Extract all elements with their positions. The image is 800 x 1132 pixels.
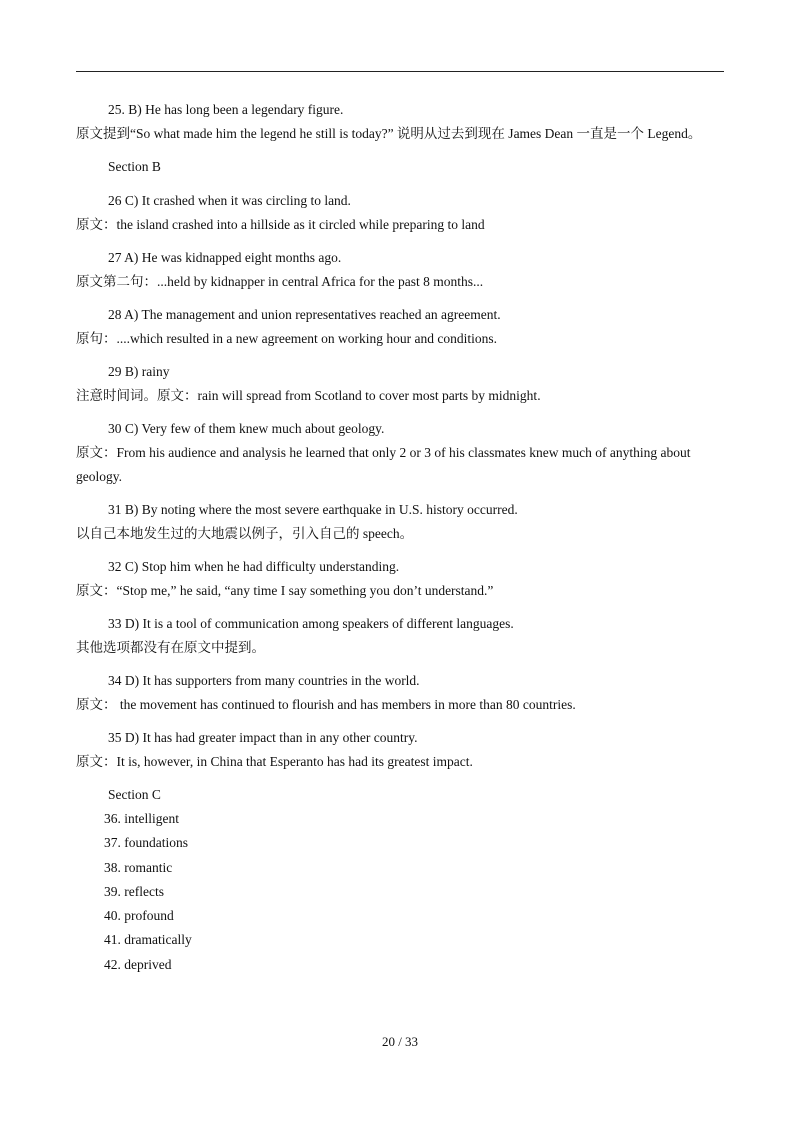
explanation-line: 原文：It is, however, in China that Esperanto has had its greatest impact. (76, 754, 473, 769)
list-item: 39. reflects (104, 883, 164, 899)
answer-line: 34 D) It has supporters from many countries in the world. (108, 673, 420, 688)
header-rule (76, 71, 724, 72)
explanation-line: 原文：From his audience and analysis he learned that only 2 or 3 of his classmates knew much of anything about geology. (76, 445, 691, 484)
list-item: 41. dramatically (104, 932, 192, 948)
explanation-line: 注意时间词。原文：rain will spread from Scotland to cover most parts by midnight. (76, 388, 541, 403)
answer-item-25 (76, 98, 724, 146)
explanation-line: 其他选项都没有在原文中提到。 (76, 640, 265, 655)
answer-key-content (76, 98, 724, 977)
list-item: 36. intelligent (104, 811, 179, 826)
section-c-heading: Section C (108, 787, 161, 802)
answer-item-26 (76, 189, 724, 237)
list-item: 42. deprived (104, 956, 172, 972)
answer-line: 30 C) Very few of them knew much about geology. (108, 421, 385, 436)
list-item: 37. foundations (104, 835, 188, 851)
answer-item-35 (76, 726, 724, 774)
explanation-line: 原文提到“So what made him the legend he still is today?” 说明从过去到现在 James Dean 一直是一个 Legend。 (76, 126, 702, 141)
answer-item-31 (76, 498, 724, 546)
answer-line: 35 D) It has had greater impact than in any other country. (108, 730, 418, 745)
explanation-line: 原句：....which resulted in a new agreement on working hour and conditions. (76, 331, 498, 346)
explanation-line: 原文： the movement has continued to flourish and has members in more than 80 countries. (76, 697, 576, 712)
section-b-heading: Section B (108, 159, 161, 174)
answer-item-27 (76, 246, 724, 294)
answer-line: 31 B) By noting where the most severe earthquake in U.S. history occurred. (108, 502, 518, 517)
answer-item-28 (76, 303, 724, 351)
answer-line: 28 A) The management and union representatives reached an agreement. (108, 307, 501, 322)
answer-line: 27 A) He was kidnapped eight months ago. (108, 250, 342, 265)
page-number: 20 / 33 (381, 1034, 419, 1049)
answer-item-34 (76, 669, 724, 717)
list-item: 38. romantic (104, 859, 173, 875)
answer-line: 33 D) It is a tool of communication among speakers of different languages. (108, 616, 514, 631)
answer-item-30 (76, 417, 724, 489)
answer-line: 25. B) He has long been a legendary figure. (108, 102, 344, 117)
explanation-line: 原文第二句：...held by kidnapper in central Africa for the past 8 months... (76, 274, 484, 289)
explanation-line: 原文：the island crashed into a hillside as it circled while preparing to land (76, 217, 485, 232)
section-c-word-list (76, 807, 724, 977)
explanation-line: 以自己本地发生过的大地震以例子，引入自己的 speech。 (76, 526, 414, 541)
answer-line: 32 C) Stop him when he had difficulty understanding. (108, 559, 400, 574)
answer-line: 29 B) rainy (108, 364, 170, 379)
answer-item-33 (76, 612, 724, 660)
list-item: 40. profound (104, 908, 174, 924)
answer-line: 26 C) It crashed when it was circling to land. (108, 193, 351, 208)
answer-item-32 (76, 555, 724, 603)
explanation-line: 原文：“Stop me,” he said, “any time I say something you don’t understand.” (76, 583, 494, 598)
answer-item-29 (76, 360, 724, 408)
